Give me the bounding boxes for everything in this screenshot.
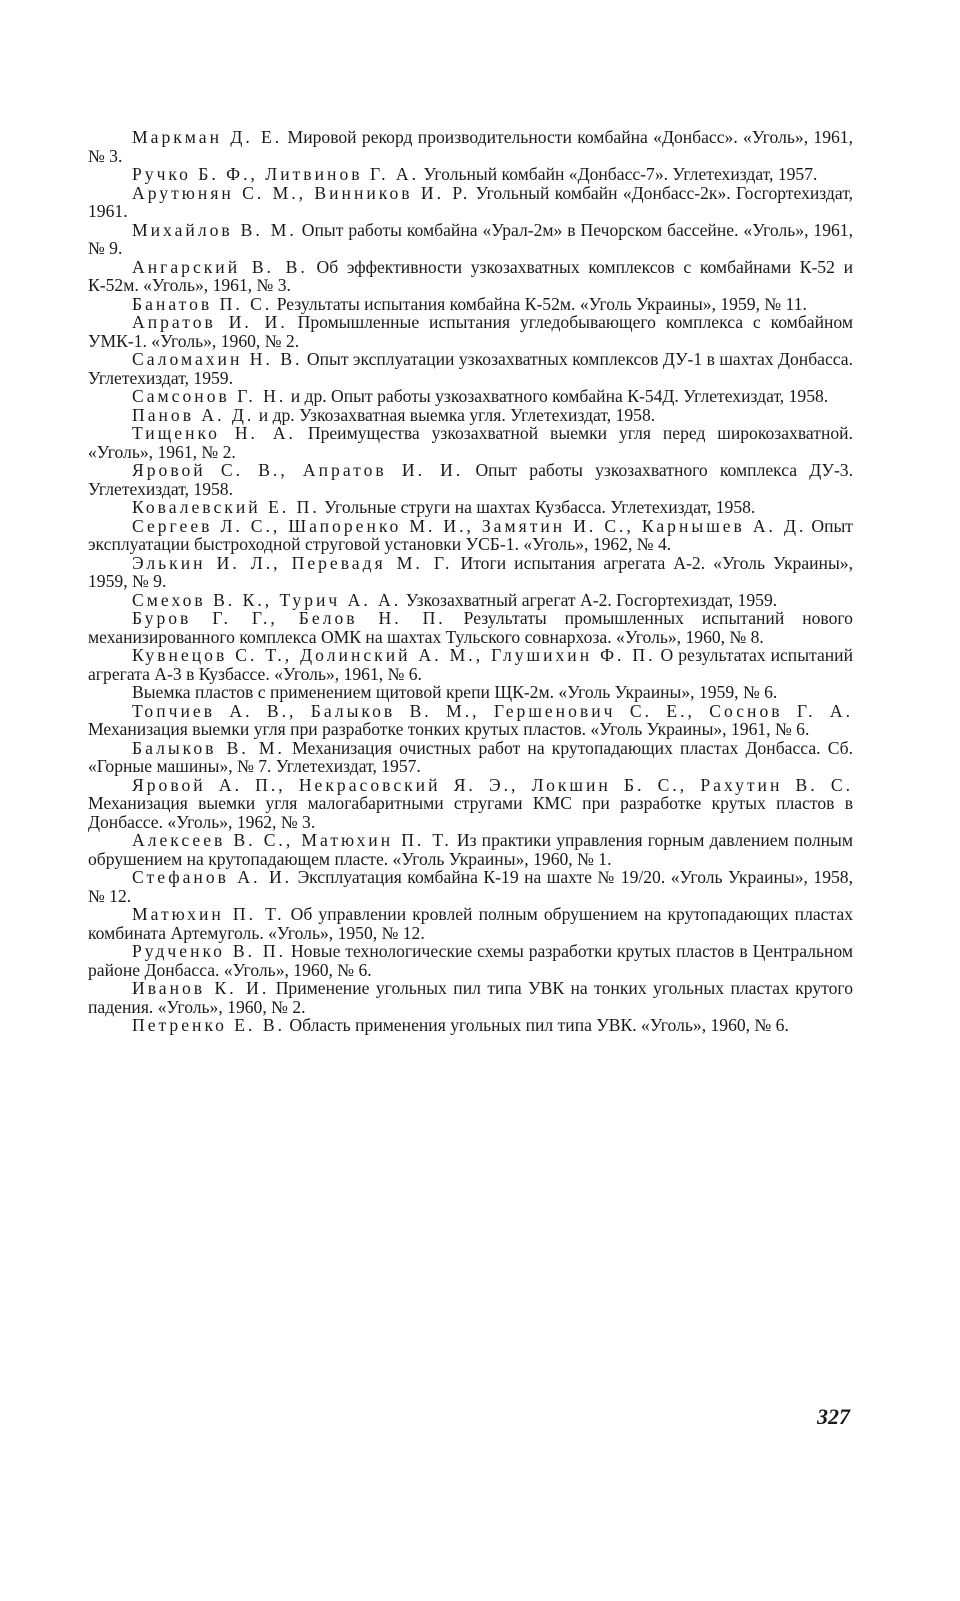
reference-author: Ручко Б. Ф., Литвинов Г. А. (132, 164, 420, 184)
reference-text: Применение угольных пил типа УВК на тонких угольных пластах крутого падения. «Уголь», 1960, № 2. (88, 978, 853, 1017)
reference-text: Опыт работы узкозахватного комплекса ДУ-3. Углетехиздат, 1958. (88, 460, 853, 499)
reference-text: Об управлении кровлей полным обрушением на крутопадающих пластах комбината Артемуголь. «Уголь», 1950, № 12. (88, 904, 853, 943)
reference-entry (88, 591, 853, 610)
reference-author: Панов А. Д. (132, 404, 255, 425)
reference-entry (88, 942, 853, 979)
reference-author: Михайлов В. М. (132, 219, 297, 240)
reference-entry (88, 128, 853, 165)
reference-author: Матюхин П. Т. (132, 904, 285, 924)
reference-text: Результаты испытания комбайна К-52м. «Уголь Украины», 1959, № 11. (276, 293, 807, 314)
reference-text: и др. Узкозахватная выемка угля. Углетехиздат, 1958. (258, 404, 656, 425)
reference-entry (88, 258, 853, 295)
reference-entry (88, 165, 853, 184)
reference-author: Топчиев А. В., Балыков В. М., Гершенович С. Е., Соснов Г. А. (132, 700, 853, 721)
reference-author: Банатов П. С. (132, 293, 273, 314)
reference-entry (88, 406, 853, 425)
reference-author: Маркман Д. Е. (132, 127, 283, 147)
reference-author: Яровой С. В., Апратов И. И. (132, 460, 464, 480)
reference-text: Узкозахватный агрегат А-2. Госгортехиздат, 1959. (405, 589, 778, 610)
reference-entry (88, 776, 853, 832)
reference-text: Опыт эксплуатации узкозахватных комплексов ДУ-1 в шахтах Донбасса. Углетехиздат, 1959. (88, 349, 853, 388)
reference-text: Промышленные испытания угледобывающего комплекса с комбайном УМК-1. «Уголь», 1960, № 2. (88, 312, 853, 351)
reference-entry (88, 979, 853, 1016)
reference-text: Новые технологические схемы разработки крутых пластов в Центральном районе Донбасса. «Уголь», 1960, № 6. (88, 941, 854, 980)
reference-text: Область применения угольных пил типа УВК. «Уголь», 1960, № 6. (289, 1015, 789, 1035)
reference-entry (88, 831, 853, 868)
reference-text: и др. Опыт работы узкозахватного комбайна К-54Д. Углетехиздат, 1958. (290, 386, 829, 406)
reference-author: Буров Г. Г., Белов Н. П. (132, 608, 446, 628)
reference-author: Элькин И. Л., Перевадя М. Г. (132, 552, 453, 573)
reference-author: Ангарский В. В. (132, 256, 308, 277)
reference-entry (88, 498, 853, 517)
reference-entry (88, 184, 853, 221)
reference-entry (88, 221, 853, 258)
reference-author: Смехов В. К., Турич А. А. (132, 589, 402, 610)
reference-entry (88, 461, 853, 498)
reference-text: Результаты промышленных испытаний нового механизированного комплекса ОМК на шахтах Тульского совнархоза. «Уголь», 1960, № 8. (88, 608, 853, 647)
reference-entry (88, 609, 853, 646)
reference-author: Петренко Е. В. (132, 1015, 285, 1035)
reference-text: Итоги испытания агрегата А-2. «Уголь Украины», 1959, № 9. (88, 552, 853, 591)
reference-text: Опыт эксплуатации быстроходной струговой установки УСБ-1. «Уголь», 1962, № 4. (88, 515, 853, 554)
reference-author: Стефанов А. И. (132, 867, 293, 887)
reference-text: Эксплуатация комбайна К-19 на шахте № 19/20. «Уголь Украины», 1958, № 12. (88, 867, 853, 906)
reference-entry (88, 295, 853, 314)
reference-entry (88, 702, 853, 739)
reference-author: Апратов И. И. (132, 312, 288, 332)
reference-entry (88, 517, 853, 554)
reference-author: Арутюнян С. М., Винников И. Р. (132, 182, 471, 203)
reference-text: Механизация выемки угля при разработке тонких крутых пластов. «Уголь Украины», 1961, № 6. (88, 719, 810, 739)
reference-text: Мировой рекорд производительности комбайна «Донбасс». «Уголь», 1961, № 3. (88, 127, 854, 166)
reference-text: Преимущества узкозахватной выемки угля перед широкозахватной. «Уголь», 1961, № 2. (88, 423, 854, 462)
reference-author: Балыков В. М. (132, 737, 285, 758)
reference-entry (88, 313, 853, 350)
reference-author: Тищенко Н. А. (132, 423, 296, 443)
reference-author: Алексеев В. С., Матюхин П. Т. (132, 830, 452, 850)
reference-text: Об эффективности узкозахватных комплексов с комбайнами К-52 и К-52м. «Уголь», 1961, № 3. (88, 256, 853, 295)
reference-entry (88, 739, 853, 776)
reference-entry (88, 387, 853, 406)
bibliography-page (88, 128, 853, 1035)
reference-text: Выемка пластов с применением щитовой крепи ЩК-2м. «Уголь Украины», 1959, № 6. (132, 682, 778, 702)
reference-author: Рудченко В. П. (132, 941, 287, 961)
reference-text: Из практики управления горным давлением полным обрушением на крутопадающем пласте. «Уголь Украины», 1960, № 1. (88, 830, 853, 869)
reference-text: О результатах испытаний агрегата А-3 в Кузбассе. «Уголь», 1961, № 6. (88, 645, 853, 684)
reference-entry (88, 646, 853, 683)
reference-entry (88, 554, 853, 591)
reference-entry (88, 868, 853, 905)
reference-entry (88, 683, 853, 702)
reference-text: Угольные струги на шахтах Кузбасса. Углетехиздат, 1958. (324, 497, 756, 517)
reference-entry (88, 350, 853, 387)
reference-entry (88, 905, 853, 942)
reference-author: Саломахин Н. В. (132, 349, 303, 369)
reference-entry (88, 424, 853, 461)
reference-author: Сергеев Л. С., Шапоренко М. И., Замятин И. С., Карнышев А. Д. (132, 515, 807, 536)
reference-author: Яровой А. П., Некрасовский Я. Э., Локшин Б. С., Рахутин В. С. (132, 774, 853, 795)
reference-author: Кувнецов С. Т., Долинский А. М., Глушихин Ф. П. (132, 645, 656, 665)
reference-text: Опыт работы комбайна «Урал-2м» в Печорском бассейне. «Уголь», 1961, № 9. (88, 219, 853, 258)
reference-text: Угольный комбайн «Донбасс-7». Углетехиздат, 1957. (423, 164, 818, 184)
reference-text: Механизация выемки угля малогабаритными стругами КМС при разработке крутых пластов в Донбассе. «Уголь», 1962, № 3. (88, 793, 853, 832)
page-number: 327 (817, 1404, 850, 1429)
reference-author: Ковалевский Е. П. (132, 497, 320, 517)
reference-text: Угольный комбайн «Донбасс-2к». Госгортехиздат, 1961. (88, 182, 853, 221)
reference-author: Иванов К. И. (132, 978, 270, 998)
reference-author: Самсонов Г. Н. (132, 386, 287, 406)
reference-entry (88, 1016, 853, 1035)
reference-text: Механизация очистных работ на крутопадающих пластах Донбасса. Сб. «Горные машины», № 7. Углетехиздат, 1957. (88, 737, 853, 776)
